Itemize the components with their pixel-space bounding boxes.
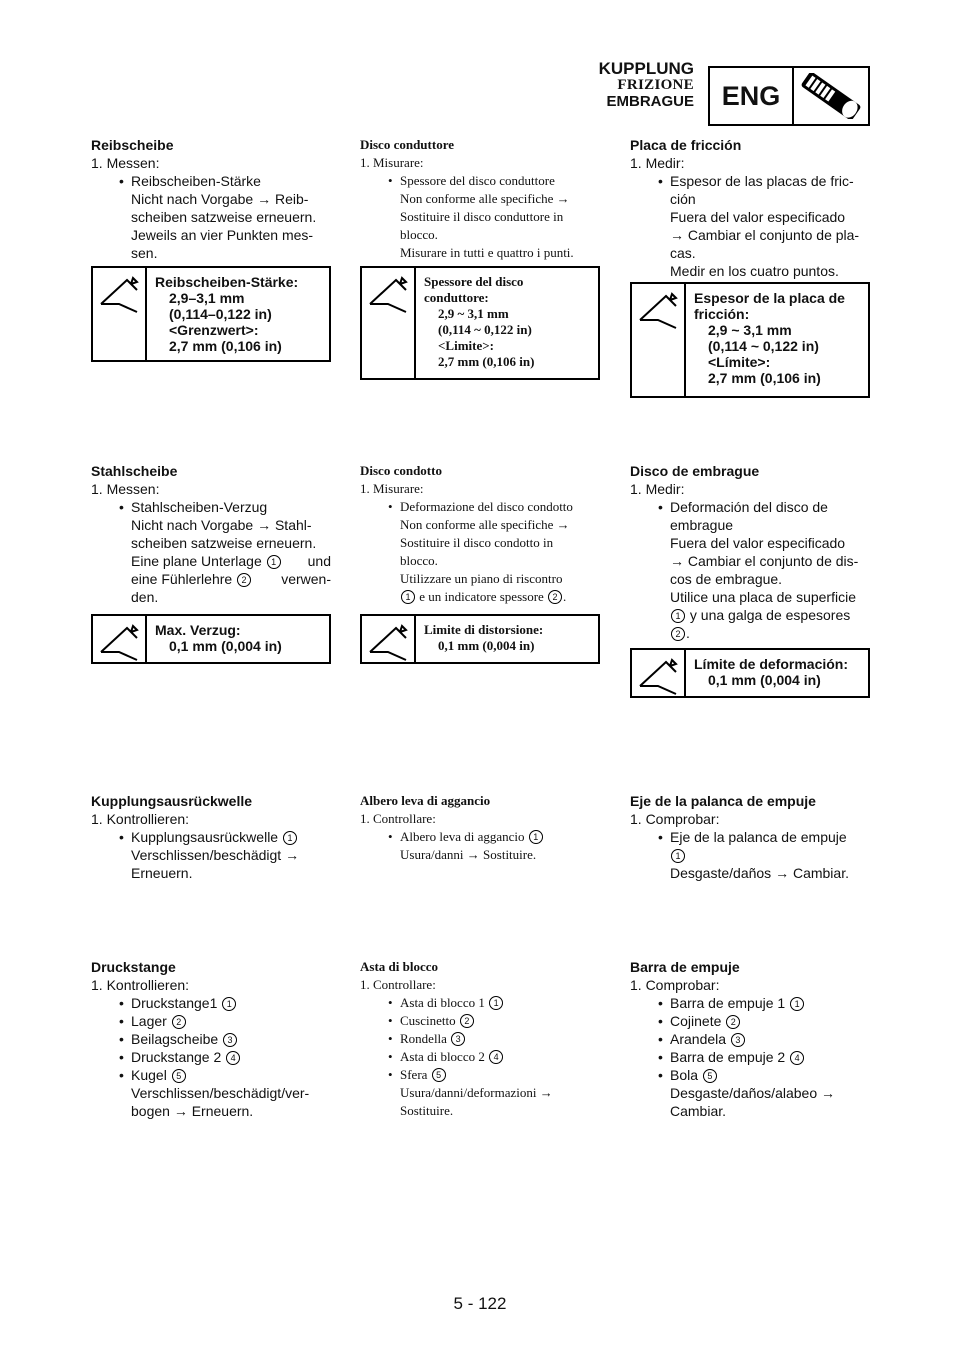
- spec-text: Reibscheiben-Stärke: 2,9–3,1 mm (0,114–0,122 in) <Grenzwert>: 2,7 mm (0,106 in): [155, 274, 299, 354]
- text-line: Fuera del valor especificado: [670, 535, 846, 551]
- section-title: Barra de empuje: [630, 959, 740, 975]
- text-line: Verschlissen/beschädigt/ver-: [131, 1085, 310, 1101]
- bullet-item: • Cojinete 2: [630, 1012, 870, 1030]
- section-disco-condotto: [360, 462, 600, 606]
- text-line: Sostituire il disco condotto in: [400, 535, 554, 550]
- text-line: [630, 846, 870, 864]
- text-line: scheiben satzweise erneuern.: [131, 209, 317, 225]
- spec-text: Espesor de la placa de fricción: 2,9 ~ 3,1 mm (0,114 ~ 0,122 in) <Límite>: 2,7 mm (0,106 in): [694, 290, 845, 386]
- text-line: 1 y una galga de espesores: [630, 606, 870, 624]
- bullet-item: • Kupplungsausrückwelle 1: [91, 828, 331, 846]
- text-line: Desgaste/daños/alabeo →: [670, 1085, 835, 1101]
- ref-marker: 1: [489, 996, 503, 1010]
- bullet-item: • Barra de empuje 1 1: [630, 994, 870, 1012]
- text-line: Cambiar.: [670, 1103, 727, 1119]
- caliper-icon: [632, 650, 686, 696]
- section-title: Placa de fricción: [630, 137, 742, 153]
- text-line: Sostituire il disco conduttore in: [400, 209, 564, 224]
- text-line: Erneuern.: [131, 865, 193, 881]
- bullet-item: • Spessore del disco conduttore: [360, 172, 600, 190]
- caliper-icon: [632, 284, 686, 396]
- text-line: Fuera del valor especificado: [670, 209, 846, 225]
- bullet-item: • Beilagscheibe 3: [91, 1030, 331, 1048]
- section-title: Disco conduttore: [360, 137, 455, 152]
- title-de: KUPPLUNG: [598, 59, 694, 78]
- text-line: Non conforme alle specifiche →: [400, 191, 570, 206]
- spec-box: [630, 648, 870, 698]
- spec-text: Limite di distorsione: 0,1 mm (0,004 in): [424, 622, 544, 653]
- bullet-item: • Espesor de las placas de fric-: [630, 172, 870, 190]
- text-line: Utilizzare un piano di riscontro: [400, 571, 563, 586]
- bullet-item: • Deformazione del disco condotto: [360, 498, 600, 516]
- section-title: Disco de embrague: [630, 463, 760, 479]
- text-line: Medir en los cuatro puntos.: [670, 263, 839, 279]
- ref-marker: 1: [267, 555, 281, 569]
- ref-marker: 4: [226, 1051, 240, 1065]
- step: 1. Medir:: [630, 155, 685, 171]
- text-line: embrague: [670, 517, 734, 533]
- section-kupplungsausrueckwelle: [91, 792, 331, 882]
- text-line: Usura/danni → Sostituire.: [400, 847, 537, 862]
- spec-box: [360, 266, 600, 380]
- text-line: Verschlissen/beschädigt →: [131, 847, 300, 863]
- text-line: Nicht nach Vorgabe → Reib-: [131, 191, 309, 207]
- bullet-item: • Druckstange1 1: [91, 994, 331, 1012]
- bullet-item: • Lager 2: [91, 1012, 331, 1030]
- text-line: Eine plane Unterlage 1 und: [131, 553, 331, 569]
- ref-marker: 1: [401, 590, 415, 604]
- ref-marker: 2: [237, 573, 251, 587]
- step: 1. Kontrollieren:: [91, 977, 190, 993]
- text-line: Nicht nach Vorgabe → Stahl-: [131, 517, 312, 533]
- bullet-item: • Kugel 5: [91, 1066, 331, 1084]
- section-eje-palanca: [630, 792, 870, 882]
- step: 1. Misurare:: [360, 481, 424, 496]
- ref-marker: 3: [223, 1033, 237, 1047]
- spec-box: [630, 282, 870, 398]
- step: 1. Misurare:: [360, 155, 424, 170]
- spec-text: Spessore del disco conduttore: 2,9 ~ 3,1 mm (0,114 ~ 0,122 in) <Limite>: 2,7 mm (0,106 in): [424, 274, 535, 369]
- section-druckstange: [91, 958, 331, 1120]
- page-number: 5 - 122: [453, 1294, 507, 1313]
- section-albero-leva: [360, 792, 600, 864]
- step: 1. Comprobar:: [630, 811, 720, 827]
- ref-marker: 2: [172, 1015, 186, 1029]
- text-line: blocco.: [400, 553, 438, 568]
- spec-text: Max. Verzug: 0,1 mm (0,004 in): [155, 622, 282, 654]
- text-line: Desgaste/daños → Cambiar.: [670, 865, 849, 881]
- text-line: → Cambiar el conjunto de pla-: [670, 227, 860, 243]
- ref-marker: 4: [489, 1050, 503, 1064]
- step: 1. Controllare:: [360, 977, 436, 992]
- text-line: cas.: [670, 245, 696, 261]
- section-title: Albero leva di aggancio: [360, 793, 491, 808]
- text-line: blocco.: [400, 227, 438, 242]
- bullet-item: • Rondella 3: [360, 1030, 600, 1048]
- text-line: eine Fühlerlehre 2 verwen-: [131, 571, 331, 587]
- text-line: Sostituire.: [400, 1103, 454, 1118]
- text-line: sen.: [131, 245, 158, 261]
- title-it: FRIZIONE: [617, 76, 694, 93]
- step: 1. Kontrollieren:: [91, 811, 190, 827]
- step: 1. Messen:: [91, 155, 160, 171]
- text-line: scheiben satzweise erneuern.: [131, 535, 317, 551]
- bullet-item: • Druckstange 2 4: [91, 1048, 331, 1066]
- ref-marker: 2: [460, 1014, 474, 1028]
- text-line: Non conforme alle specifiche →: [400, 517, 570, 532]
- step: 1. Medir:: [630, 481, 685, 497]
- title-es: EMBRAGUE: [606, 92, 694, 110]
- ref-marker: 2: [548, 590, 562, 604]
- section-title: Druckstange: [91, 959, 176, 975]
- caliper-icon: [93, 616, 147, 662]
- ref-marker: 3: [731, 1033, 745, 1047]
- step: 1. Controllare:: [360, 811, 436, 826]
- step: 1. Messen:: [91, 481, 160, 497]
- section-title: Disco condotto: [360, 463, 442, 478]
- caliper-icon: [362, 616, 416, 662]
- section-disco-embrague: [630, 462, 870, 642]
- ref-marker: 2: [726, 1015, 740, 1029]
- spec-text: Límite de deformación: 0,1 mm (0,004 in): [694, 656, 849, 688]
- ref-marker: 1: [283, 831, 297, 845]
- ref-marker: 1: [671, 609, 685, 623]
- step: 1. Comprobar:: [630, 977, 720, 993]
- text-line: 1 e un indicatore spessore 2 .: [360, 588, 600, 606]
- text-line: Jeweils an vier Punkten mes-: [131, 227, 314, 243]
- text-line: den.: [131, 589, 159, 605]
- text-line: ción: [670, 191, 696, 207]
- ref-marker: 5: [172, 1069, 186, 1083]
- text-line: Misurare in tutti e quattro i punti.: [400, 245, 574, 260]
- section-reibscheibe: [91, 136, 331, 262]
- ref-marker: 3: [451, 1032, 465, 1046]
- section-placa-friccion: [630, 136, 870, 280]
- section-title: Reibscheibe: [91, 137, 174, 153]
- ref-marker: 4: [790, 1051, 804, 1065]
- caliper-icon: [93, 268, 147, 360]
- spec-box: [91, 266, 331, 362]
- ref-marker: 1: [222, 997, 236, 1011]
- bullet-item: • Cuscinetto 2: [360, 1012, 600, 1030]
- spec-box: [360, 614, 600, 664]
- text-line: Utilice una placa de superficie: [670, 589, 856, 605]
- ref-marker: 1: [671, 849, 685, 863]
- bullet-item: • Barra de empuje 2 4: [630, 1048, 870, 1066]
- text-line: 2 .: [630, 624, 870, 642]
- section-title-block: [599, 60, 694, 109]
- text-line: cos de embrague.: [670, 571, 783, 587]
- bullet-item: • Albero leva di aggancio 1: [360, 828, 600, 846]
- section-barra-empuje: [630, 958, 870, 1120]
- text-line: Usura/danni/deformazioni →: [400, 1085, 553, 1100]
- section-disco-conduttore: [360, 136, 600, 262]
- ref-marker: 1: [529, 830, 543, 844]
- ref-marker: 5: [703, 1069, 717, 1083]
- section-title: Asta di blocco: [360, 959, 438, 974]
- section-title: Kupplungsausrückwelle: [91, 793, 253, 809]
- section-asta-di-blocco: [360, 958, 600, 1120]
- eng-badge: [708, 66, 870, 126]
- text-line: bogen → Erneuern.: [131, 1103, 254, 1119]
- bullet-item: • Asta di blocco 2 4: [360, 1048, 600, 1066]
- ref-marker: 1: [790, 997, 804, 1011]
- section-stahlscheibe: [91, 462, 331, 606]
- bullet-item: • Asta di blocco 1 1: [360, 994, 600, 1012]
- bullet-item: • Sfera 5: [360, 1066, 600, 1084]
- bullet-item: • Deformación del disco de: [630, 498, 870, 516]
- spec-box: [91, 614, 331, 664]
- bullet-item: • Bola 5: [630, 1066, 870, 1084]
- caliper-icon: [362, 268, 416, 378]
- bullet-item: • Arandela 3: [630, 1030, 870, 1048]
- ref-marker: 2: [671, 627, 685, 641]
- bullet-item: • Eje de la palanca de empuje: [630, 828, 870, 846]
- ref-marker: 5: [432, 1068, 446, 1082]
- bullet-item: • Reibscheiben-Stärke: [91, 172, 331, 190]
- text-line: → Cambiar el conjunto de dis-: [670, 553, 859, 569]
- engine-wrench-icon: [794, 68, 868, 124]
- section-title: Stahlscheibe: [91, 463, 178, 479]
- bullet-item: • Stahlscheiben-Verzug: [91, 498, 331, 516]
- eng-label: ENG: [710, 68, 794, 124]
- section-title: Eje de la palanca de empuje: [630, 793, 816, 809]
